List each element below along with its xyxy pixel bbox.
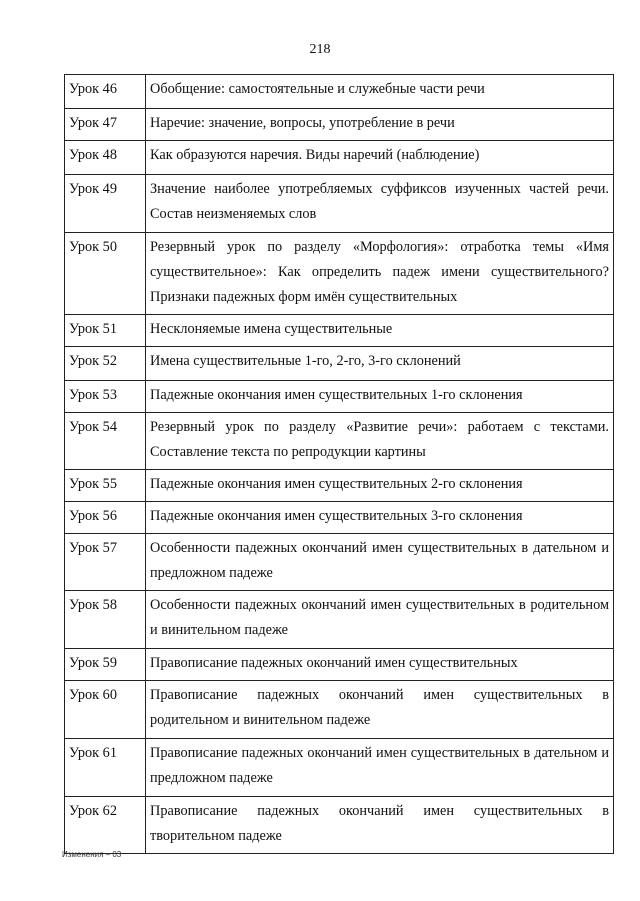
lesson-number-cell: Урок 59 <box>65 649 146 681</box>
lesson-number-cell: Урок 47 <box>65 109 146 141</box>
lesson-number-cell: Урок 55 <box>65 470 146 502</box>
lesson-topic-cell: Падежные окончания имен существительных 3-го склонения <box>146 502 614 534</box>
lesson-number-cell: Урок 61 <box>65 739 146 797</box>
lesson-number-cell: Урок 60 <box>65 681 146 739</box>
lesson-topic-cell: Обобщение: самостоятельные и служебные части речи <box>146 75 614 109</box>
lesson-topic-cell: Правописание падежных окончаний имен существительных в творительном падеже <box>146 797 614 854</box>
lesson-number-cell: Урок 53 <box>65 381 146 413</box>
table-row <box>65 649 614 681</box>
table-row <box>65 413 614 470</box>
lesson-number-cell: Урок 54 <box>65 413 146 470</box>
table-row <box>65 797 614 854</box>
table-row <box>65 175 614 233</box>
table-row <box>65 347 614 381</box>
table-row <box>65 109 614 141</box>
lesson-topic-cell: Особенности падежных окончаний имен существительных в родительном и винительном падеже <box>146 591 614 649</box>
table-row <box>65 381 614 413</box>
lesson-topic-cell: Падежные окончания имен существительных 1-го склонения <box>146 381 614 413</box>
lesson-number-cell: Урок 46 <box>65 75 146 109</box>
table-row <box>65 75 614 109</box>
lesson-number-cell: Урок 52 <box>65 347 146 381</box>
lesson-number-cell: Урок 57 <box>65 534 146 591</box>
page-number: 218 <box>309 42 331 57</box>
lesson-topic-cell: Имена существительные 1-го, 2-го, 3-го склонений <box>146 347 614 381</box>
lesson-topic-cell: Наречие: значение, вопросы, употребление в речи <box>146 109 614 141</box>
table-row <box>65 591 614 649</box>
lesson-number-cell: Урок 56 <box>65 502 146 534</box>
lesson-number-cell: Урок 49 <box>65 175 146 233</box>
lesson-topic-cell: Несклоняемые имена существительные <box>146 315 614 347</box>
table-row <box>65 534 614 591</box>
lesson-topic-cell: Правописание падежных окончаний имен существительных <box>146 649 614 681</box>
lesson-topic-cell: Особенности падежных окончаний имен существительных в дательном и предложном падеже <box>146 534 614 591</box>
table-row <box>65 233 614 315</box>
lesson-number-cell: Урок 62 <box>65 797 146 854</box>
footer-revision-note: Изменения – 03 <box>62 850 122 859</box>
lesson-number-cell: Урок 50 <box>65 233 146 315</box>
table-row <box>65 470 614 502</box>
lesson-number-cell: Урок 58 <box>65 591 146 649</box>
lesson-topic-cell: Падежные окончания имен существительных 2-го склонения <box>146 470 614 502</box>
table-row <box>65 502 614 534</box>
table-row <box>65 315 614 347</box>
lesson-topic-cell: Правописание падежных окончаний имен существительных в родительном и винительном падеже <box>146 681 614 739</box>
table-row <box>65 141 614 175</box>
lesson-plan-table <box>64 74 614 854</box>
lesson-topic-cell: Как образуются наречия. Виды наречий (наблюдение) <box>146 141 614 175</box>
table-row <box>65 739 614 797</box>
lesson-topic-cell: Резервный урок по разделу «Развитие речи»: работаем с текстами. Составление текста по репродукции картины <box>146 413 614 470</box>
lesson-topic-cell: Значение наиболее употребляемых суффиксов изученных частей речи. Состав неизменяемых слов <box>146 175 614 233</box>
lesson-topic-cell: Правописание падежных окончаний имен существительных в дательном и предложном падеже <box>146 739 614 797</box>
lesson-topic-cell: Резервный урок по разделу «Морфология»: отработка темы «Имя существительное»: Как определить падеж имени существительного? Признаки падежных форм имён существительных <box>146 233 614 315</box>
lesson-number-cell: Урок 51 <box>65 315 146 347</box>
lesson-number-cell: Урок 48 <box>65 141 146 175</box>
table-row <box>65 681 614 739</box>
